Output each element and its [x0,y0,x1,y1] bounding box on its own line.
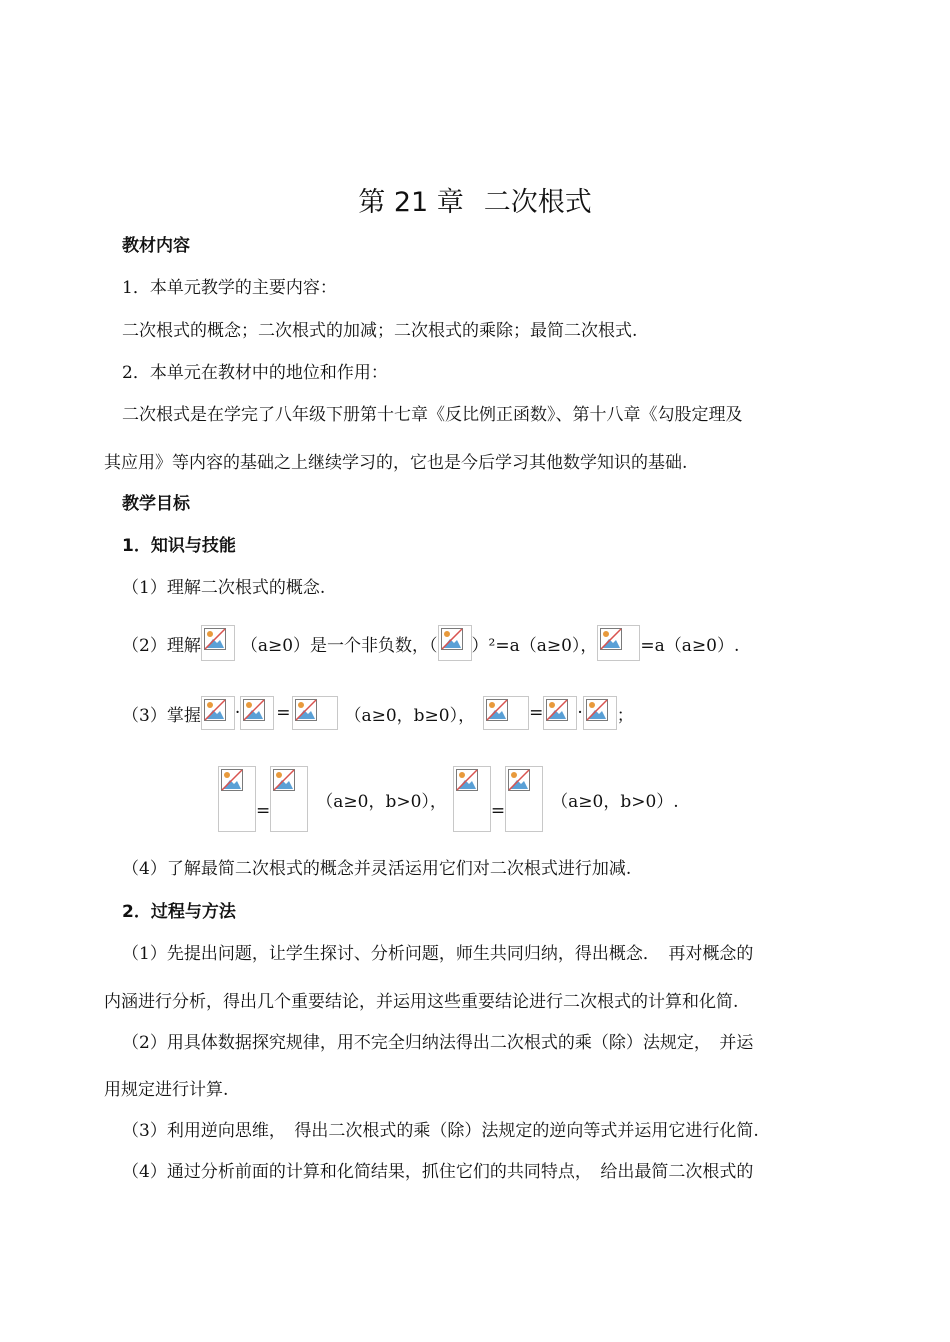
text: （a≥0，b≥0）， [344,705,476,726]
paragraph: （4）通过分析前面的计算和化简结果，抓住它们的共同特点， 给出最简二次根式的 [122,1162,754,1182]
paragraph: 二次根式的概念；二次根式的加减；二次根式的乘除；最简二次根式. [122,321,638,341]
text: = [276,703,291,723]
text: （a≥0，b>0）. [551,791,679,812]
paragraph: 内涵进行分析，得出几个重要结论，并运用这些重要结论进行二次根式的计算和化简. [104,992,739,1012]
text: =a（a≥0）. [640,635,740,656]
broken-image-icon [218,766,256,832]
broken-image-icon [201,696,235,730]
section-heading-materials: 教材内容 [122,236,190,256]
paragraph: 其应用》等内容的基础之上继续学习的，它也是今后学习其他数学知识的基础. [104,453,688,473]
section-heading-goals: 教学目标 [122,494,190,514]
paragraph: 2．本单元在教材中的地位和作用： [122,363,388,383]
formula-line-3-fractions [218,766,679,832]
broken-image-icon [201,625,235,661]
paragraph: 1．本单元教学的主要内容： [122,278,337,298]
broken-image-icon [292,696,338,730]
text: （a≥0）是一个非负数，（ [240,635,438,656]
paragraph: （2）用具体数据探究规律，用不完全归纳法得出二次根式的乘（除）法规定， 并运 [122,1033,754,1053]
text: （a≥0，b>0）， [316,791,447,812]
paragraph: （3）利用逆向思维， 得出二次根式的乘（除）法规定的逆向等式并运用它进行化简. [122,1121,759,1141]
formula-line-2 [122,625,739,661]
broken-image-icon [240,696,274,730]
paragraph: （1）理解二次根式的概念. [122,578,326,598]
text: ； [616,705,634,726]
broken-image-icon [583,696,617,730]
text: · [577,703,583,723]
broken-image-icon [543,696,577,730]
subheading-knowledge: 1．知识与技能 [122,536,236,556]
paragraph: 二次根式是在学完了八年级下册第十七章《反比例正函数》、第十八章《勾股定理及 [122,405,743,425]
subheading-process: 2．过程与方法 [122,902,236,922]
chapter-title [0,186,950,220]
paragraph: （1）先提出问题，让学生探讨、分析问题，师生共同归纳，得出概念． 再对概念的 [122,944,754,964]
broken-image-icon [597,625,640,661]
text: ）²=a（a≥0）， [471,635,598,656]
broken-image-icon [453,766,491,832]
broken-image-icon [505,766,543,832]
text: = [529,703,544,723]
text: = [256,801,271,821]
broken-image-icon [270,766,308,832]
broken-image-icon [438,625,472,661]
broken-image-icon [483,696,529,730]
paragraph: （4）了解最简二次根式的概念并灵活运用它们对二次根式进行加减. [122,859,632,879]
text: （3）掌握 [122,705,201,726]
text: · [234,703,241,723]
paragraph: 用规定进行计算. [104,1080,229,1100]
chapter-name: 二次根式 [483,187,592,218]
formula-line-3 [122,696,634,730]
text: （2）理解 [122,635,201,656]
text: = [490,801,506,821]
chapter-number: 第 21 章 [358,187,464,218]
